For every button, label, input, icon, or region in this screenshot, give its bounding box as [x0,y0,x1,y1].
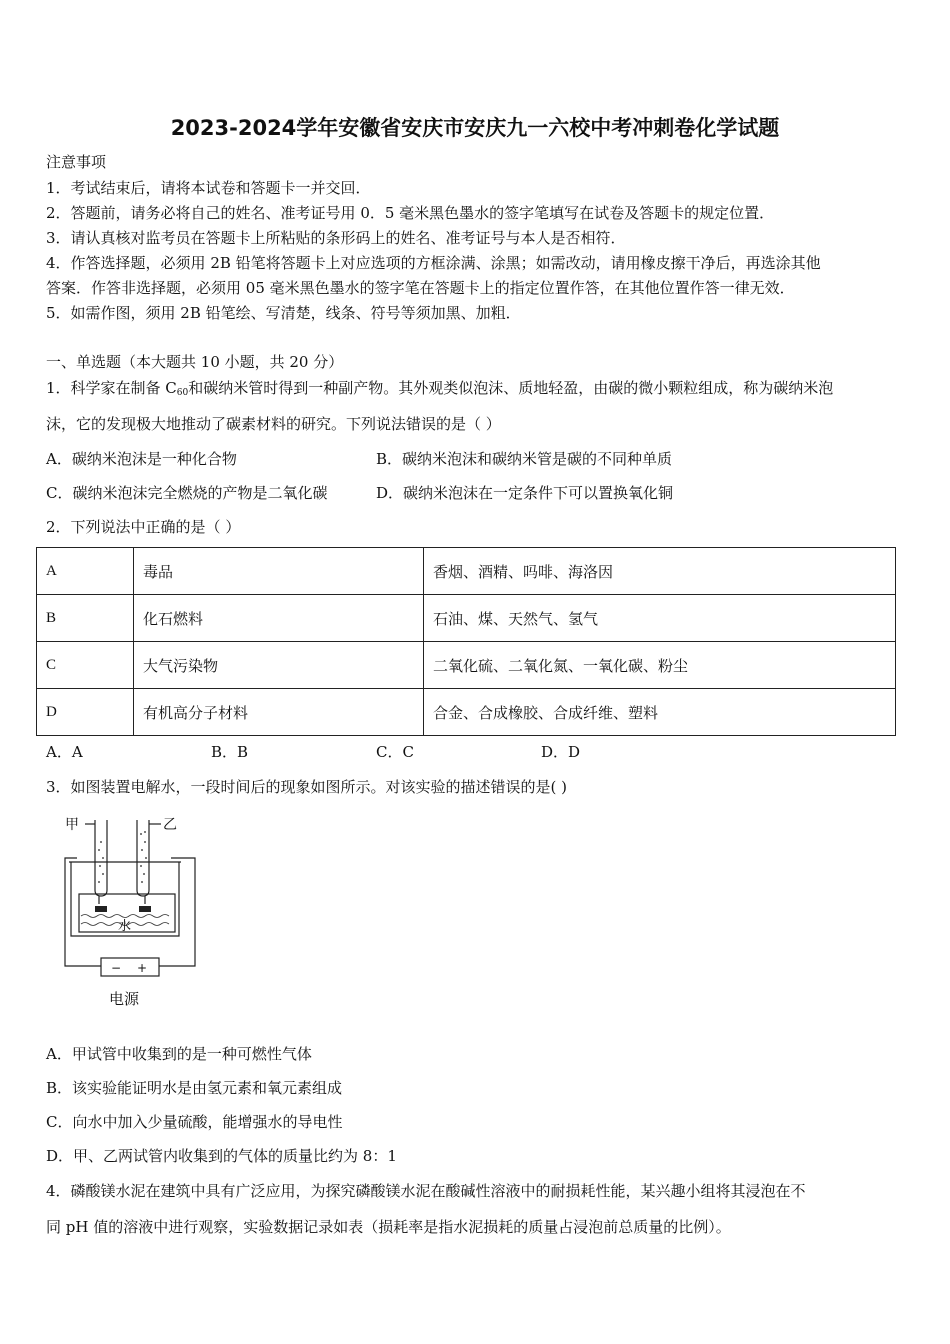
test-tube-left [95,820,107,896]
q1-stem-line1 [46,377,833,398]
wire-right [145,858,195,966]
q2-table [36,547,896,736]
label-power-source: 电源 [109,990,140,1008]
q1-stem-line2: 沫，它的发现极大地推动了碳素材料的研究。下列说法错误的是（ ） [46,415,501,433]
q3-option-a: A．甲试管中收集到的是一种可燃性气体 [46,1045,312,1063]
label-water: 水 [118,919,132,934]
q1-stem-pre: 1．科学家在制备 C [46,379,177,397]
q2-option-c: C．C [376,743,414,761]
table-cell-items: 合金、合成橡胶、合成纤维、塑料 [424,689,896,736]
q1-option-a: A．碳纳米泡沫是一种化合物 [46,450,237,468]
electrode-right [139,906,151,912]
notice-item: 答案．作答非选择题，必须用 05 毫米黑色墨水的签字笔在答题卡上的指定位置作答，在其他位置作答一律无效． [46,279,795,297]
label-minus: − [111,961,122,975]
table-cell-category: 毒品 [134,548,424,595]
table-cell-key: A [37,548,134,595]
q2-option-b: B．B [211,743,249,761]
table-cell-category: 有机高分子材料 [134,689,424,736]
test-tube-right [137,820,149,896]
notice-item: 3．请认真核对监考员在答题卡上所粘贴的条形码上的姓名、准考证号与本人是否相符． [46,229,626,247]
label-tube-yi: 乙 [163,817,177,833]
table-cell-key: D [37,689,134,736]
table-cell-key: C [37,642,134,689]
label-plus: + [137,961,148,975]
q4-stem-line2: 同 pH 值的溶液中进行观察，实验数据记录如表（损耗率是指水泥损耗的质量占浸泡前总质量的比例）。 [46,1218,731,1236]
table-row [37,595,896,642]
q3-option-c: C．向水中加入少量硫酸，能增强水的导电性 [46,1113,343,1131]
table-cell-items: 二氧化硫、二氧化氮、一氧化碳、粉尘 [424,642,896,689]
electrode-left [95,906,107,912]
power-supply-box [101,958,159,976]
table-cell-items: 香烟、酒精、吗啡、海洛因 [424,548,896,595]
label-tube-jia: 甲 [65,817,79,833]
q1-option-d: D．碳纳米泡沫在一定条件下可以置换氧化铜 [376,484,674,502]
q3-option-b: B．该实验能证明水是由氢元素和氧元素组成 [46,1079,343,1097]
section-heading: 一、单选题（本大题共 10 小题，共 20 分） [46,353,344,371]
table-cell-category: 化石燃料 [134,595,424,642]
table-cell-category: 大气污染物 [134,642,424,689]
page-title: 2023-2024学年安徽省安庆市安庆九一六校中考冲刺卷化学试题 [170,116,780,140]
table-cell-key: B [37,595,134,642]
q2-option-d: D．D [541,743,581,761]
table-cell-items: 石油、煤、天然气、氢气 [424,595,896,642]
notice-heading: 注意事项 [46,153,107,171]
notice-item: 1．考试结束后，请将本试卷和答题卡一并交回． [46,179,371,197]
q1-option-c: C．碳纳米泡沫完全燃烧的产物是二氧化碳 [46,484,328,502]
q1-option-b: B．碳纳米泡沫和碳纳米管是碳的不同种单质 [376,450,673,468]
notice-item: 4．作答选择题，必须用 2B 铅笔将答题卡上对应选项的方框涂满、涂黑；如需改动，请用橡皮擦干净后，再选涂其他 [46,254,821,272]
q3-option-d: D．甲、乙两试管内收集到的气体的质量比约为 8：1 [46,1147,397,1165]
q2-option-a: A．A [46,743,83,761]
q1-stem-subscript: 60 [176,388,189,398]
q1-stem-post: 和碳纳米管时得到一种副产物。其外观类似泡沫、质地轻盈，由碳的微小颗粒组成，称为碳纳米泡 [188,379,834,397]
table-row [37,642,896,689]
q2-stem: 2．下列说法中正确的是（ ） [46,518,241,536]
table-row [37,689,896,736]
electrolysis-apparatus-figure [55,812,205,1012]
notice-item: 5．如需作图，须用 2B 铅笔绘、写清楚，线条、符号等须加黑、加粗． [46,304,521,322]
notice-item: 2．答题前，请务必将自己的姓名、准考证号用 0．5 毫米黑色墨水的签字笔填写在试卷及答题卡的规定位置． [46,204,775,222]
q4-stem-line1: 4．磷酸镁水泥在建筑中具有广泛应用，为探究磷酸镁水泥在酸碱性溶液中的耐损耗性能，某兴趣小组将其浸泡在不 [46,1182,806,1200]
q3-stem: 3．如图装置电解水，一段时间后的现象如图所示。对该实验的描述错误的是( ) [46,778,568,796]
table-row [37,548,896,595]
